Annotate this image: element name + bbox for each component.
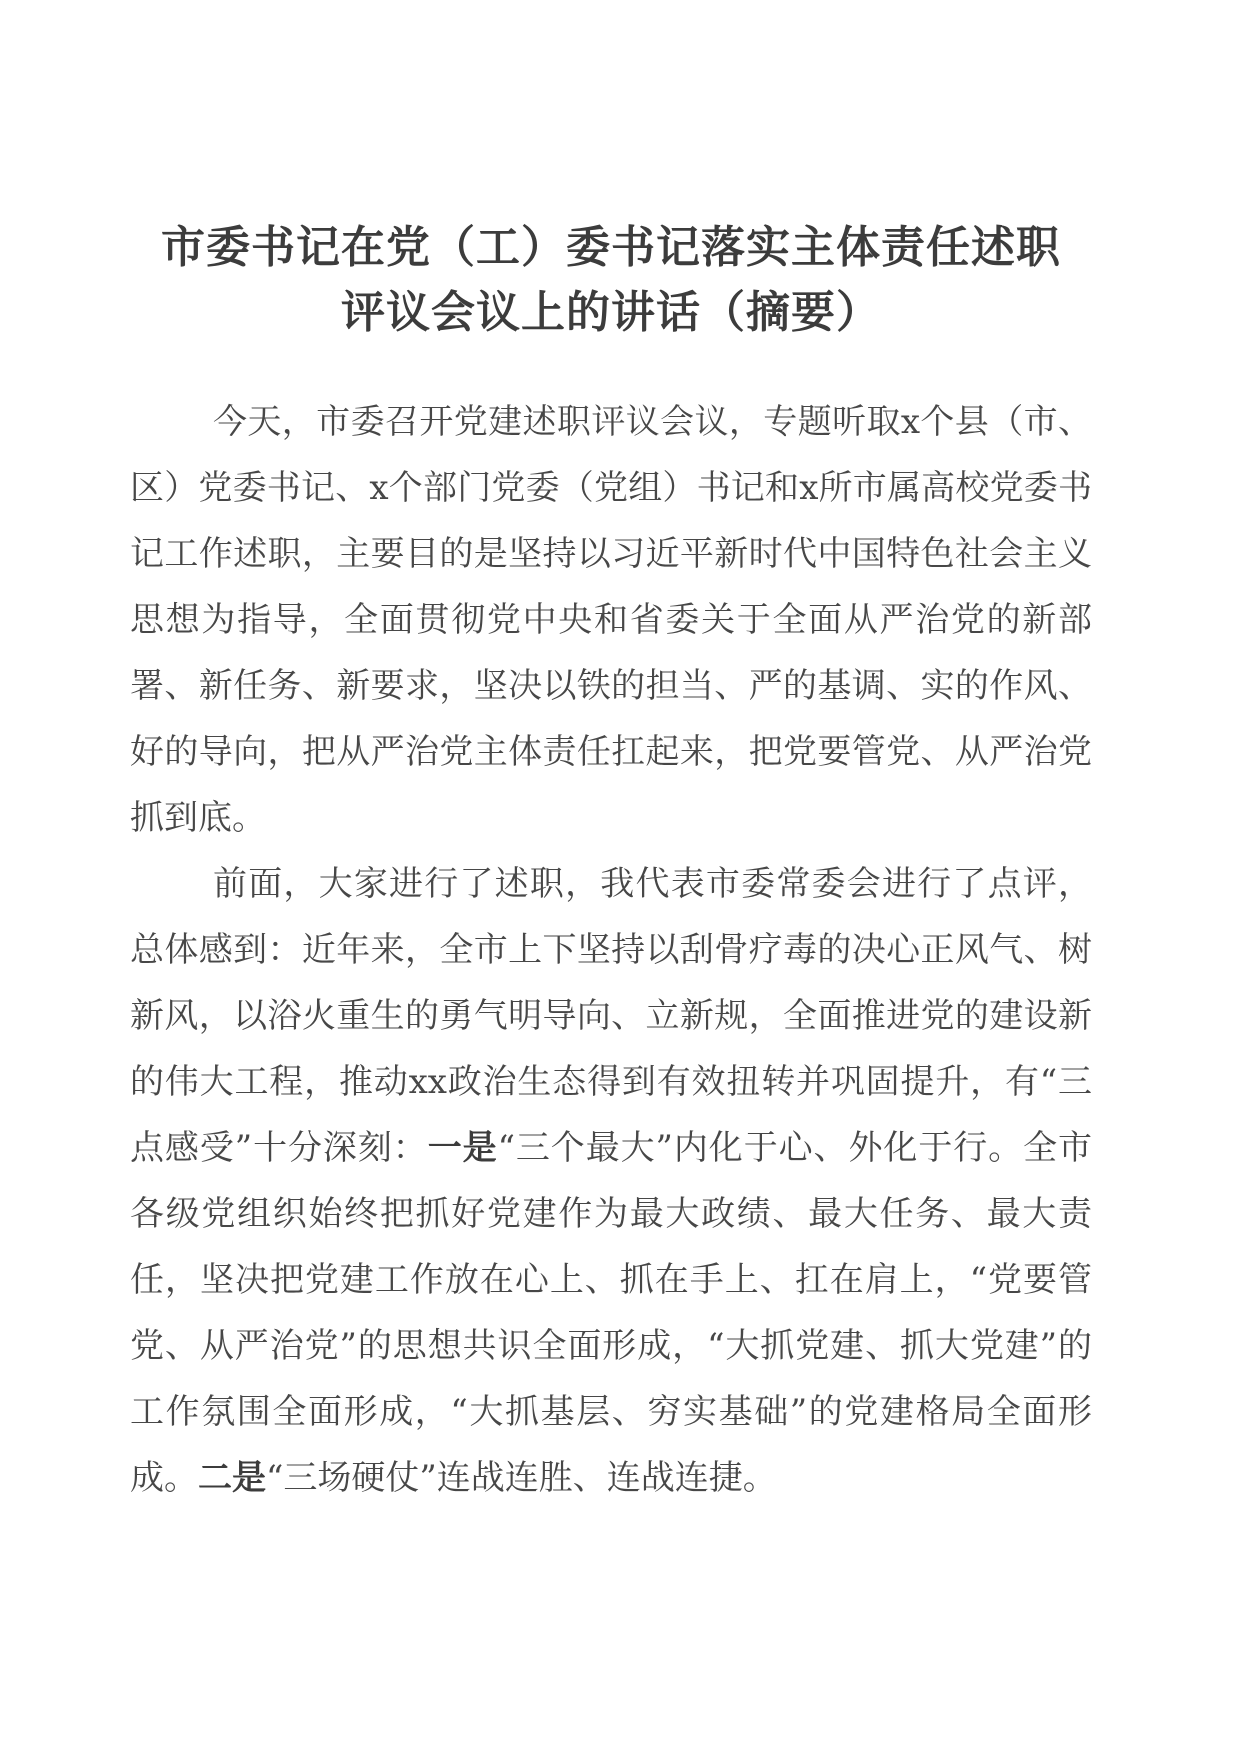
document-title (130, 215, 1092, 345)
text-run: 今天，市委召开党建述职评议会议，专题听取x个县（市、区）党委书记、x个部门党委（党组）书记和x所市属高校党委书记工作述职，主要目的是坚持以习近平新时代中国特色社会主义思想为指导，全面贯彻党中央和省委关于全面从严治党的新部署、新任务、新要求，坚决以铁的担当、严的基调、实的作风、好的导向，把从严治党主体责任扛起来，把党要管党、从严治党抓到底。 (130, 402, 1092, 838)
text-run: “三个最大”内化于心、外化于行。全市各级党组织始终把抓好党建作为最大政绩、最大任务、最大责任，坚决把党建工作放在心上、抓在手上、扛在肩上，“党要管党、从严治党”的思想共识全面形成，“大抓党建、抓大党建”的工作氛围全面形成，“大抓基层、穷实基础”的党建格局全面形成。 (130, 1128, 1093, 1498)
bold-run: 一是 (427, 1128, 498, 1168)
paragraph (130, 851, 1092, 1511)
text-run: “三场硬仗”连战连胜、连战连捷。 (266, 1458, 777, 1498)
title-line-2: 评议会议上的讲话（摘要） (341, 287, 881, 338)
text-run: 前面，大家进行了述职，我代表市委常委会进行了点评，总体感到：近年来，全市上下坚持以刮骨疗毒的决心正风气、树新风，以浴火重生的勇气明导向、立新规，全面推进党的建设新的伟大工程，推动xx政治生态得到有效扭转并巩固提升，有“三点感受”十分深刻： (130, 864, 1092, 1168)
document-body (130, 389, 1092, 1511)
paragraph (130, 389, 1092, 851)
title-line-1: 市委书记在党（工）委书记落实主体责任述职 (161, 222, 1061, 273)
bold-run: 二是 (198, 1458, 266, 1498)
